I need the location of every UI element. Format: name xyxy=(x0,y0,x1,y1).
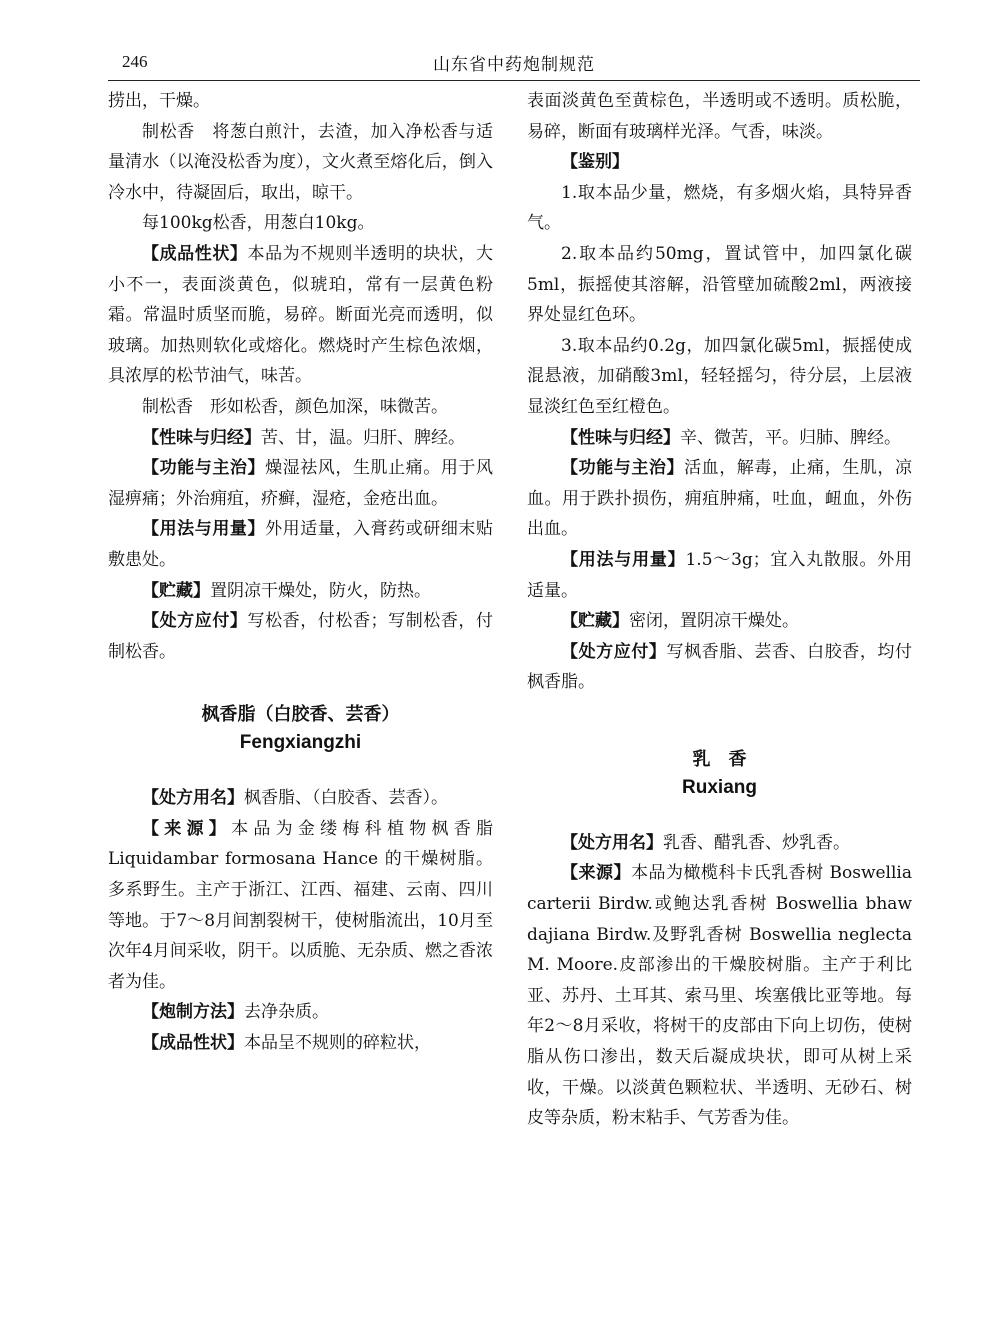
section-label: 【贮藏】 xyxy=(561,611,629,632)
entry-title: 乳 香 xyxy=(692,748,747,770)
paragraph xyxy=(108,239,493,392)
paragraph xyxy=(527,545,912,606)
paragraph xyxy=(108,576,493,607)
paragraph-text: 2.取本品约50mg，置试管中，加四氯化碳5ml，振摇使其溶解，沿管壁加硫酸2ml，两液接界处显红色环。 xyxy=(527,243,912,326)
section-label: 【成品性状】 xyxy=(142,1033,244,1054)
entry-title: 枫香脂（白胶香、芸香） xyxy=(201,704,400,726)
section-label: 【处方应付】 xyxy=(142,611,248,632)
paragraph xyxy=(108,997,493,1028)
right-column xyxy=(527,86,912,1134)
paragraph-text: 苦、甘，温。归肝、脾经。 xyxy=(261,427,465,448)
section-label: 【贮藏】 xyxy=(142,580,210,601)
entry-pinyin: Fengxiangzhi xyxy=(239,732,362,754)
paragraph xyxy=(108,814,493,998)
paragraph-text: 乳香、醋乳香、炒乳香。 xyxy=(663,832,850,853)
paragraph xyxy=(108,86,493,117)
page-number: 246 xyxy=(122,52,148,71)
left-column xyxy=(108,86,493,1059)
paragraph-text: 本品为金缕梅科植物枫香脂 Liquidambar formosana Hance 的干燥树脂。多系野生。主产于浙江、江西、福建、云南、四川等地。于7～8月间割裂树干，使树脂流出，10月至次年4月间采收，阴干。以质脆、无杂质、燃之香浓者为佳。 xyxy=(108,818,494,992)
paragraph xyxy=(108,783,493,814)
section-label: 【功能与主治】 xyxy=(142,458,266,479)
paragraph xyxy=(108,208,493,239)
paragraph-text: 3.取本品约0.2g，加四氯化碳5ml，振摇使成混悬液，加硝酸3ml，轻轻摇匀，待分层，上层液显淡红色至红橙色。 xyxy=(527,335,912,417)
paragraph-text: 表面淡黄色至黄棕色，半透明或不透明。质松脆，易碎，断面有玻璃样光泽。气香，味淡。 xyxy=(527,91,912,142)
paragraph-text: 每100kg松香，用葱白10kg。 xyxy=(142,213,375,234)
paragraph xyxy=(527,423,912,454)
section-label: 【用法与用量】 xyxy=(561,549,686,570)
paragraph xyxy=(527,453,912,545)
paragraph-text: 捞出，干燥。 xyxy=(108,91,210,111)
paragraph-text: 写松香，付松香；写制松香，付制松香。 xyxy=(108,611,494,662)
paragraph xyxy=(108,453,493,514)
section-label: 【用法与用量】 xyxy=(142,519,266,540)
section-label: 【来源】 xyxy=(142,818,232,839)
paragraph-text: 活血，解毒，止痛，生肌，凉血。用于跌扑损伤，痈疽肿痛，吐血，衄血，外伤出血。 xyxy=(527,458,913,540)
spacer xyxy=(108,667,493,701)
section-label: 【处方应付】 xyxy=(561,641,667,662)
paragraph xyxy=(527,606,912,637)
paragraph-text: 制松香 将葱白煎汁，去渣，加入净松香与适量清水（以淹没松香为度），文火煮至熔化后，倒入冷水中，待凝固后，取出，晾干。 xyxy=(108,121,493,203)
section-label: 【成品性状】 xyxy=(142,243,248,264)
paragraph-text: 外用适量，入膏药或研细末贴敷患处。 xyxy=(108,519,494,570)
paragraph-text: 置阴凉干燥处，防火，防热。 xyxy=(210,580,431,601)
page-header xyxy=(108,50,920,80)
paragraph xyxy=(108,514,493,575)
section-label: 【鉴别】 xyxy=(561,152,629,173)
section-label: 【炮制方法】 xyxy=(142,1002,244,1023)
paragraph-text: 1.5～3g；宜入丸散服。外用适量。 xyxy=(527,549,913,601)
paragraph xyxy=(108,1028,493,1059)
paragraph xyxy=(527,239,912,331)
paragraph xyxy=(108,423,493,454)
paragraph-text: 本品为不规则半透明的块状，大小不一，表面淡黄色，似琥珀，常有一层黄色粉霜。常温时质坚而脆，易碎。断面光亮而透明，似玻璃。加热则软化或熔化。燃烧时产生棕色浓烟，具浓厚的松节油气，味苦。 xyxy=(108,243,494,387)
paragraph xyxy=(108,606,493,667)
paragraph xyxy=(527,828,912,859)
section-label: 【处方用名】 xyxy=(561,832,663,853)
paragraph xyxy=(527,86,912,147)
paragraph xyxy=(527,637,912,698)
spacer xyxy=(527,698,912,746)
paragraph-text: 枫香脂、（白胶香、芸香）。 xyxy=(244,788,448,809)
paragraph xyxy=(527,331,912,423)
paragraph xyxy=(108,117,493,209)
section-label: 【功能与主治】 xyxy=(561,458,685,479)
running-title: 山东省中药炮制规范 xyxy=(433,55,595,75)
section-label: 【处方用名】 xyxy=(142,788,244,809)
section-label: 【性味与归经】 xyxy=(142,427,261,448)
paragraph xyxy=(527,858,912,1133)
paragraph-text: 辛、微苦，平。归肺、脾经。 xyxy=(680,427,901,448)
paragraph-text: 密闭，置阴凉干燥处。 xyxy=(629,611,799,632)
paragraph-text: 制松香 形如松香，颜色加深，味微苦。 xyxy=(142,396,448,417)
paragraph-text: 燥湿祛风，生肌止痛。用于风湿痹痛；外治痈疽，疥癣，湿疮，金疮出血。 xyxy=(108,458,494,509)
paragraph-text: 去净杂质。 xyxy=(244,1002,329,1023)
paragraph-text: 1.取本品少量，燃烧，有多烟火焰，具特异香气。 xyxy=(527,182,912,234)
paragraph xyxy=(527,147,912,178)
paragraph xyxy=(527,178,912,239)
paragraph-text: 写枫香脂、芸香、白胶香，均付枫香脂。 xyxy=(527,641,913,693)
paragraph-text: 本品呈不规则的碎粒状， xyxy=(244,1033,431,1054)
section-label: 【性味与归经】 xyxy=(561,427,680,448)
header-rule xyxy=(108,80,920,81)
entry-pinyin: Ruxiang xyxy=(682,776,757,798)
section-label: 【来源】 xyxy=(561,863,632,884)
paragraph-text: 本品为橄榄科卡氏乳香树 Boswellia carterii Birdw.或鲍达乳香树 Boswellia bhaw dajiana Birdw.及野乳香树 Boswellia neglecta M. Moore.皮部渗出的干燥胶树脂。主产于利比亚、苏丹、土耳其、索马里、埃塞俄比亚等地。每年2～8月采收，将树干的皮部由下向上切伤，使树脂从伤口渗出，数天后凝成块状，即可从树上采收，干燥。以淡黄色颗粒状、半透明、无砂石、树皮等杂质，粉末粘手、气芳香为佳。 xyxy=(527,863,913,1129)
paragraph xyxy=(108,392,493,423)
